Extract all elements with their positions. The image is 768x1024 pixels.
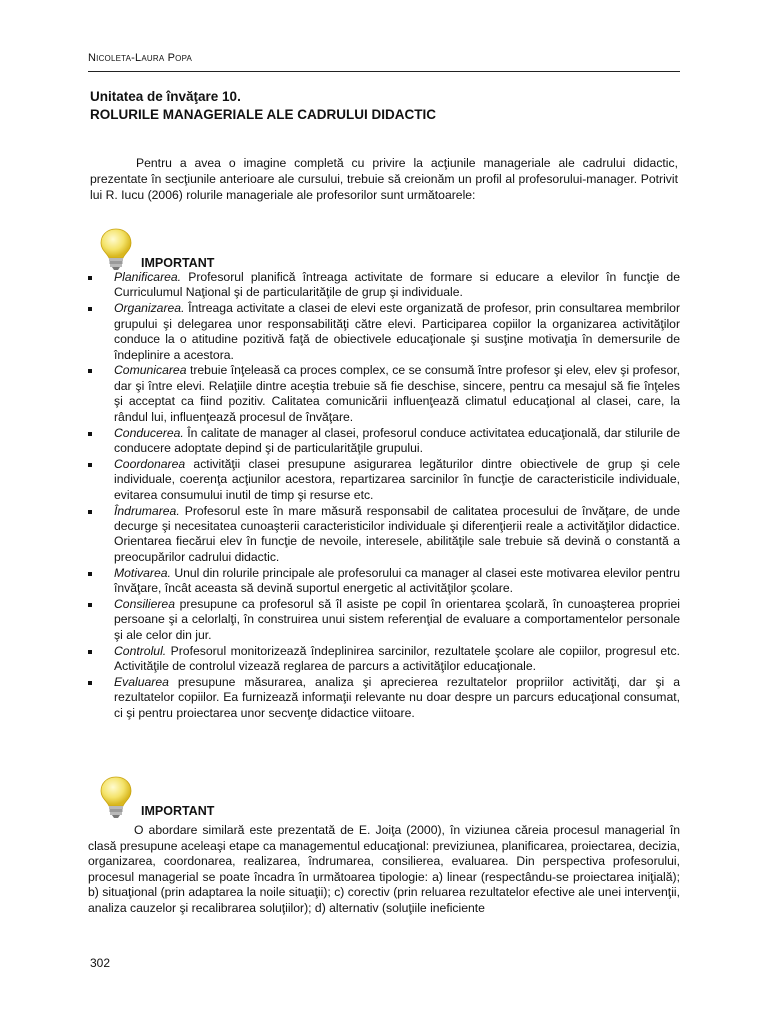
role-list-item [88, 457, 680, 503]
lightbulb-icon [98, 774, 134, 820]
lightbulb-icon [98, 226, 134, 272]
roles-list [88, 270, 680, 722]
role-description: Profesorul este în mare măsură responsabil de calitatea procesului de învăţare, de unde decurge şi necesitatea cunoaşterii caracteristicilor individuale şi diferenţierii reale a activităţilor didactice. Orientarea fiecărui elev în funcţie de nevoile, interesele, abilităţile sale trebuie să devină o constantă a preocupărilor cadrului didactic. [114, 503, 680, 564]
important-label: IMPORTANT [141, 256, 215, 270]
role-term: Consilierea [114, 597, 175, 612]
role-list-item [88, 566, 680, 597]
role-description: presupune ca profesorul să îl asiste pe copil în orientarea şcolară, în cunoaşterea propriei persoane şi a celorlalţi, în construirea unui sistem referenţial de evaluare a comportamentelor personale şi ale celor din jur. [114, 597, 680, 642]
body-paragraph: O abordare similară este prezentată de E. Joiţa (2000), în viziunea căreia procesul managerial în clasă presupune aceleaşi etape ca managementul educaţional: previziunea, planificarea, proiectarea, decizia, organizarea, coordonarea, realizarea, îndrumarea, consilierea, evaluarea. Din perspectiva profesorului, procesul managerial se poate încadra în următoarea tipologie: a) linear (respectându-se proiectarea iniţială); b) situaţional (prin adaptarea la noile situaţii); c) corectiv (prin reluarea rezultatelor efective ale unei intervenţii, analiza cauzelor şi recalibrarea soluţiilor); d) alternativ (soluţiile ineficiente [88, 823, 680, 915]
square-bullet-icon [88, 369, 92, 373]
intro-paragraph [90, 155, 678, 203]
role-list-item [88, 504, 680, 566]
square-bullet-icon [88, 432, 92, 436]
running-header-author: Nicoleta-Laura Popa [88, 52, 193, 64]
unit-number: Unitatea de învăţare 10. [90, 89, 241, 104]
role-term: Îndrumarea. [114, 503, 180, 518]
square-bullet-icon [88, 572, 92, 576]
role-list-item [88, 675, 680, 721]
role-list-item [88, 597, 680, 643]
unit-title: ROLURILE MANAGERIALE ALE CADRULUI DIDACTIC [90, 107, 436, 122]
intro-indent [90, 156, 136, 170]
square-bullet-icon [88, 276, 92, 280]
role-description: Profesorul monitorizează îndeplinirea sarcinilor, rezultatele şcolare ale copiilor, progresul etc. Activităţile de controlul vizează reglarea de parcurs a activităţilor educaţionale. [114, 643, 680, 674]
role-term: Controlul. [114, 643, 167, 658]
square-bullet-icon [88, 463, 92, 467]
role-term: Comunicarea [114, 363, 187, 378]
role-list-item [88, 270, 680, 301]
role-description: Unul din rolurile principale ale profesorului ca manager al clasei este motivarea elevilor pentru învăţare, încât aceasta să devină suportul energetic al activităţilor şcolare. [114, 565, 680, 596]
role-description: În calitate de manager al clasei, profesorul conduce activitatea educaţională, dar stilurile de conducere adoptate depind şi de particularităţile grupului. [114, 425, 680, 455]
page-number: 302 [90, 956, 111, 970]
role-term: Organizarea. [114, 301, 185, 316]
square-bullet-icon [88, 510, 92, 514]
role-list-item [88, 301, 680, 363]
role-term: Evaluarea [114, 675, 169, 690]
role-description: Profesorul planifică întreaga activitate de formare si educare a elevilor în funcţie de Curriculumul Naţional şi de particularităţile de grup şi individuale. [114, 270, 680, 300]
role-term: Planificarea. [114, 270, 182, 284]
role-description: Întreaga activitate a clasei de elevi este organizată de profesor, prin consultarea membrilor grupului şi delegarea unor responsabilităţi către elevi. Participarea copiilor la organizarea activităţilor conduce la o atitudine pozitivă faţă de obiectivele educaţionale şi susţine motivaţia în demersurile de îndeplinire a acestora. [114, 301, 680, 362]
header-rule [88, 71, 680, 72]
role-description: activităţii clasei presupune asigurarea legăturilor dintre obiectivele de grup şi cele individuale, coerenţa acţiunilor acestora, repartizarea sarcinilor în funcţie de caracteristicile individuale, evitarea consumului inutil de timp şi resurse etc. [114, 456, 680, 502]
role-list-item [88, 426, 680, 457]
role-description: presupune măsurarea, analiza şi aprecierea rezultatelor propriilor activităţi, dar şi a rezultatelor copiilor. Ea furnizează informaţii relevante nu doar despre un parcurs educaţional consumat, ci şi pentru proiectarea unor secvenţe didactice viitoare. [114, 675, 680, 720]
square-bullet-icon [88, 307, 92, 311]
role-term: Conducerea. [114, 425, 184, 440]
role-term: Coordonarea [114, 456, 186, 471]
intro-text: Pentru a avea o imagine completă cu privire la acţiunile manageriale ale cadrului didactic, prezentate în secţiunile anterioare ale cursului, trebuie să creionăm un profil al profesorului-manager. Potrivit lui R. Iucu (2006) rolurile manageriale ale profesorilor sunt următoarele: [90, 156, 678, 202]
role-list-item [88, 644, 680, 675]
important-label: IMPORTANT [141, 804, 215, 818]
role-list-item [88, 363, 680, 425]
role-term: Motivarea. [114, 565, 171, 580]
document-page [88, 0, 680, 1024]
square-bullet-icon [88, 681, 92, 685]
role-description: trebuie înţeleasă ca proces complex, ce se consumă între profesor şi elev, elev şi profesor, dar şi între elevi. Relaţiile dintre aceştia trebuie să fie deschise, sincere, pentru ca mesajul să fie înţeles şi acceptat ca fiind pozitiv. Calitatea comunicării influenţează climatul educaţional al clasei, care, la rândul lui, influenţează procesul de învăţare. [114, 363, 680, 424]
square-bullet-icon [88, 650, 92, 654]
square-bullet-icon [88, 603, 92, 607]
unit-heading [90, 88, 436, 124]
